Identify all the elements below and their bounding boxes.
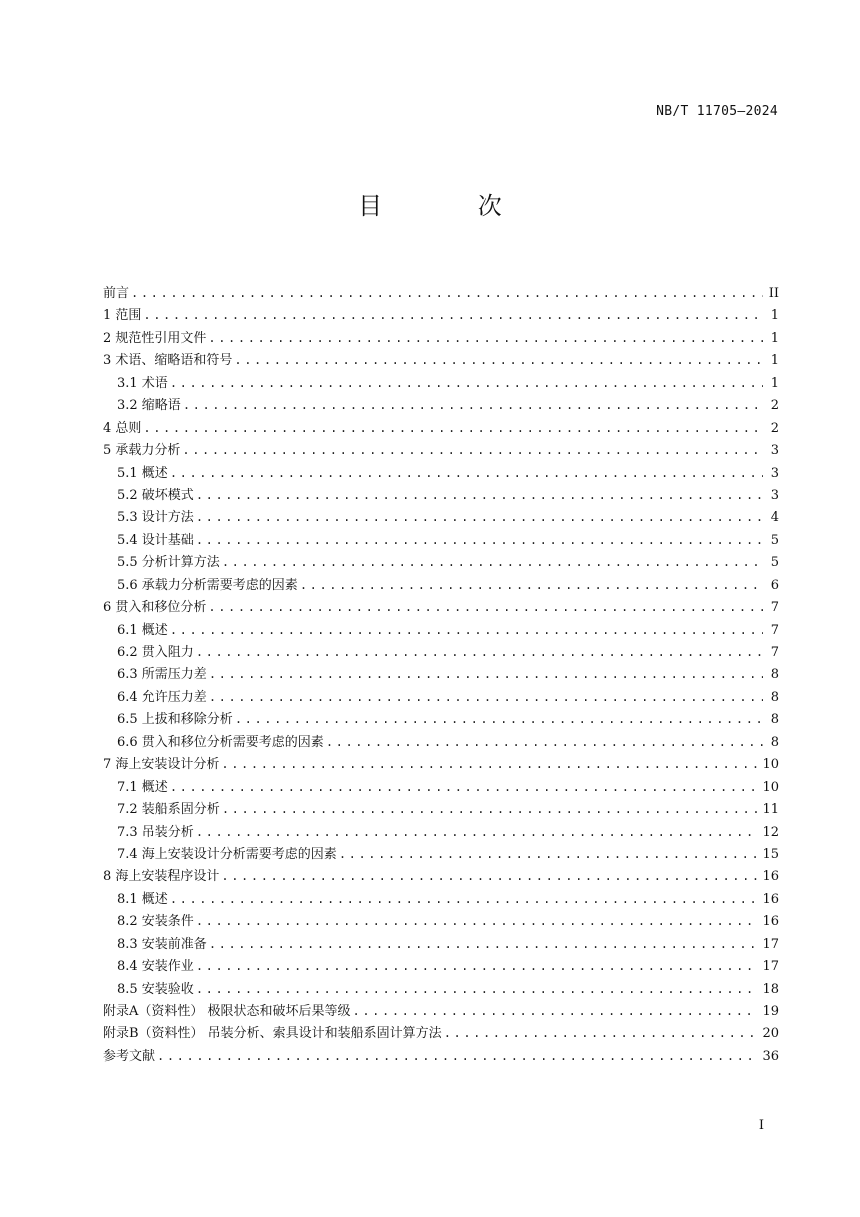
toc-entry-page: 6 — [770, 577, 779, 593]
toc-entry[interactable] — [103, 1000, 779, 1022]
page-number: I — [758, 1118, 764, 1133]
toc-entry-page: 3 — [770, 487, 779, 503]
toc-entry[interactable] — [103, 888, 779, 910]
toc-leader-dots — [170, 372, 763, 394]
toc-leader-dots — [222, 798, 759, 820]
toc-entry[interactable] — [103, 327, 779, 349]
toc-entry-page: 1 — [770, 330, 779, 346]
toc-leader-dots — [196, 821, 759, 843]
toc-entry-label: 6 贯入和移位分析 — [103, 600, 207, 616]
toc-entry-label: 8.4 安装作业 — [117, 959, 194, 975]
toc-entry-label: 5.5 分析计算方法 — [117, 555, 220, 571]
toc-entry-page: 7 — [770, 622, 779, 638]
toc-entry-page: 8 — [770, 667, 779, 683]
toc-entry-page: 10 — [762, 779, 779, 795]
toc-entry-page: 17 — [762, 936, 779, 952]
toc-entry-page: 10 — [762, 757, 779, 773]
toc-leader-dots — [300, 574, 763, 596]
toc-entry[interactable] — [103, 462, 779, 484]
toc-entry-label: 前言 — [103, 286, 130, 301]
toc-entry[interactable] — [103, 1022, 779, 1044]
toc-entry[interactable] — [103, 663, 779, 685]
toc-leader-dots — [170, 776, 759, 798]
toc-entry[interactable] — [103, 708, 779, 730]
toc-entry-page: 8 — [770, 712, 779, 728]
toc-leader-dots — [209, 663, 763, 685]
toc-leader-dots — [143, 304, 763, 326]
toc-entry-label: 6.2 贯入阻力 — [117, 645, 194, 660]
toc-leader-dots — [196, 506, 763, 528]
toc-leader-dots — [444, 1022, 759, 1044]
toc-entry-label: 8.1 概述 — [117, 891, 168, 907]
toc-entry[interactable] — [103, 439, 779, 461]
standard-code: NB/T 11705—2024 — [656, 104, 778, 119]
toc-entry-page: 3 — [770, 465, 779, 481]
toc-entry[interactable] — [103, 372, 779, 394]
toc-entry-page: 2 — [770, 420, 779, 436]
toc-entry[interactable] — [103, 596, 779, 618]
toc-entry-page: 7 — [770, 600, 779, 616]
toc-entry[interactable] — [103, 865, 779, 887]
toc-entry[interactable] — [103, 933, 779, 955]
toc-leader-dots — [170, 888, 759, 910]
toc-entry-label: 6.6 贯入和移位分析需要考虑的因素 — [117, 734, 324, 750]
toc-entry-label: 2 规范性引用文件 — [103, 330, 207, 346]
toc-leader-dots — [170, 462, 763, 484]
toc-leader-dots — [182, 439, 763, 461]
toc-leader-dots — [196, 955, 759, 977]
toc-entry-label: 1 范围 — [103, 308, 142, 324]
toc-entry-page: 8 — [770, 734, 779, 750]
toc-entry-label: 5 承载力分析 — [103, 443, 181, 459]
toc-entry-page: 5 — [770, 555, 779, 571]
toc-entry-page: 19 — [762, 1004, 779, 1019]
table-of-contents — [103, 282, 779, 1067]
toc-entry-label: 8 海上安装程序设计 — [103, 869, 220, 885]
toc-entry[interactable] — [103, 1045, 779, 1067]
toc-entry-label: 6.5 上拔和移除分析 — [117, 712, 233, 728]
toc-leader-dots — [196, 484, 763, 506]
toc-entry-page: 7 — [770, 645, 779, 660]
toc-entry-label: 3.1 术语 — [117, 375, 168, 391]
toc-entry-page: 1 — [770, 308, 779, 324]
toc-entry[interactable] — [103, 506, 779, 528]
toc-entry-label: 6.1 概述 — [117, 622, 168, 638]
toc-entry-page: 12 — [762, 824, 779, 840]
toc-entry-page: 1 — [770, 353, 779, 369]
toc-entry-page: 15 — [762, 846, 779, 862]
toc-entry[interactable] — [103, 304, 779, 326]
toc-entry[interactable] — [103, 282, 779, 304]
toc-leader-dots — [209, 686, 763, 708]
toc-leader-dots — [209, 933, 759, 955]
toc-entry-label: 7.1 概述 — [117, 779, 168, 795]
toc-entry-label: 7.3 吊装分析 — [117, 824, 194, 840]
toc-leader-dots — [183, 394, 763, 416]
toc-entry[interactable] — [103, 641, 779, 663]
toc-entry-page: 8 — [770, 689, 779, 705]
toc-entry-label: 4 总则 — [103, 420, 142, 436]
toc-entry[interactable] — [103, 394, 779, 416]
toc-entry[interactable] — [103, 798, 779, 820]
toc-entry-label: 5.4 设计基础 — [117, 532, 194, 548]
toc-leader-dots — [221, 865, 758, 887]
toc-entry[interactable] — [103, 776, 779, 798]
toc-entry[interactable] — [103, 955, 779, 977]
toc-entry-label: 3 术语、缩略语和符号 — [103, 353, 233, 369]
toc-entry[interactable] — [103, 349, 779, 371]
toc-entry-label: 3.2 缩略语 — [117, 398, 181, 414]
toc-leader-dots — [208, 327, 763, 349]
toc-leader-dots — [234, 349, 763, 371]
toc-leader-dots — [235, 708, 763, 730]
toc-entry-label: 7.2 装船系固分析 — [117, 802, 220, 818]
toc-entry-label: 7 海上安装设计分析 — [103, 757, 220, 773]
toc-entry[interactable] — [103, 978, 779, 1000]
toc-entry-page: 16 — [762, 891, 779, 907]
toc-entry-page: 4 — [770, 510, 779, 526]
toc-entry-page: 3 — [770, 443, 779, 459]
toc-leader-dots — [221, 753, 758, 775]
toc-entry[interactable] — [103, 686, 779, 708]
toc-entry[interactable] — [103, 619, 779, 641]
toc-leader-dots — [339, 843, 759, 865]
toc-entry-label: 5.2 破坏模式 — [117, 487, 194, 503]
toc-leader-dots — [196, 641, 763, 663]
toc-leader-dots — [170, 619, 763, 641]
toc-entry-label: 附录B（资料性） 吊装分析、索具设计和装船系固计算方法 — [103, 1026, 442, 1042]
toc-entry-page: 16 — [762, 869, 779, 885]
toc-entry[interactable] — [103, 551, 779, 573]
toc-entry-page: 18 — [762, 981, 779, 997]
toc-entry-page: II — [768, 286, 779, 301]
toc-leader-dots — [326, 731, 763, 753]
toc-entry-label: 8.5 安装验收 — [117, 981, 194, 997]
toc-entry-page: 5 — [770, 532, 779, 548]
toc-entry[interactable] — [103, 731, 779, 753]
toc-entry-label: 6.4 允许压力差 — [117, 689, 207, 705]
toc-leader-dots — [143, 417, 763, 439]
toc-entry[interactable] — [103, 843, 779, 865]
toc-entry-label: 7.4 海上安装设计分析需要考虑的因素 — [117, 846, 337, 862]
toc-entry-label: 5.1 概述 — [117, 465, 168, 481]
toc-entry-label: 6.3 所需压力差 — [117, 667, 207, 683]
toc-entry[interactable] — [103, 417, 779, 439]
toc-entry-page: 36 — [762, 1048, 779, 1064]
toc-entry[interactable] — [103, 753, 779, 775]
toc-leader-dots — [196, 910, 759, 932]
toc-entry[interactable] — [103, 484, 779, 506]
toc-entry-label: 附录A（资料性） 极限状态和破坏后果等级 — [103, 1004, 351, 1019]
toc-leader-dots — [353, 1000, 759, 1022]
toc-leader-dots — [222, 551, 763, 573]
toc-entry-label: 8.3 安装前准备 — [117, 936, 207, 952]
toc-entry-label: 参考文献 — [103, 1048, 156, 1064]
toc-entry-page: 1 — [770, 375, 779, 391]
toc-entry[interactable] — [103, 529, 779, 551]
toc-entry-label: 5.3 设计方法 — [117, 510, 194, 526]
toc-entry-label: 5.6 承载力分析需要考虑的因素 — [117, 577, 298, 593]
toc-entry-label: 8.2 安装条件 — [117, 914, 194, 930]
toc-entry-page: 20 — [762, 1026, 779, 1042]
toc-entry[interactable] — [103, 821, 779, 843]
toc-leader-dots — [131, 282, 763, 304]
toc-leader-dots — [196, 978, 759, 1000]
toc-leader-dots — [157, 1045, 758, 1067]
toc-entry[interactable] — [103, 574, 779, 596]
toc-entry[interactable] — [103, 910, 779, 932]
toc-entry-page: 17 — [762, 959, 779, 975]
toc-leader-dots — [196, 529, 763, 551]
toc-leader-dots — [208, 596, 763, 618]
page-title: 目 次 — [358, 192, 546, 220]
toc-entry-page: 2 — [770, 398, 779, 414]
toc-entry-page: 16 — [762, 914, 779, 930]
toc-entry-page: 11 — [762, 802, 779, 818]
